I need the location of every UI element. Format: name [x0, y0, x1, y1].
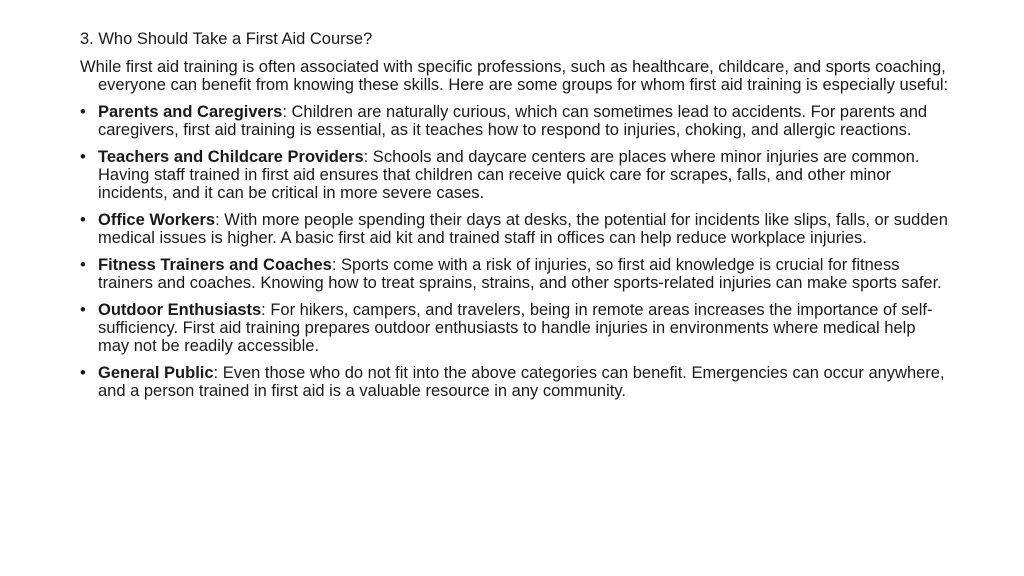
bullet-icon: •: [80, 256, 86, 274]
group-text: : Children are naturally curious, which can sometimes lead to accidents. For parents and caregivers, first aid training is essential, as it teaches how to respond to injuries, choking, and allergic reactions.: [98, 103, 928, 139]
section-heading: 3. Who Should Take a First Aid Course?: [80, 30, 373, 48]
bullet-icon: •: [80, 211, 86, 229]
list-item: [80, 301, 950, 355]
bullet-icon: •: [80, 103, 86, 121]
bullet-icon: •: [80, 364, 86, 382]
bullet-icon: •: [80, 148, 86, 166]
bullet-icon: •: [80, 301, 86, 319]
list-item: [80, 364, 950, 400]
group-title: Parents and Caregivers: [98, 103, 283, 121]
group-text: : For hikers, campers, and travelers, being in remote areas increases the importance of self-sufficiency. First aid training prepares outdoor enthusiasts to handle injuries in environments where medical help may not be readily accessible.: [98, 301, 933, 355]
group-title: General Public: [98, 364, 214, 382]
list-item: [80, 148, 950, 202]
group-title: Outdoor Enthusiasts: [98, 301, 262, 319]
slide-content: [80, 30, 950, 409]
group-title: Teachers and Childcare Providers: [98, 148, 364, 166]
group-title: Fitness Trainers and Coaches: [98, 256, 332, 274]
list-item: [80, 211, 950, 247]
group-title: Office Workers: [98, 211, 216, 229]
list-item: [80, 103, 950, 139]
group-text: : Schools and daycare centers are places where minor injuries are common. Having staff trained in first aid ensures that children can receive quick care for scrapes, falls, and other minor incidents, and it can be critical in more severe cases.: [98, 148, 920, 202]
group-text: : Even those who do not fit into the above categories can benefit. Emergencies can occur anywhere, and a person trained in first aid is a valuable resource in any community.: [98, 364, 945, 400]
intro-paragraph: While first aid training is often associated with specific professions, such as healthcare, childcare, and sports coaching, everyone can benefit from knowing these skills. Here are some groups for whom first aid training is especially useful:: [80, 58, 949, 94]
list-item: [80, 256, 950, 292]
group-text: : Sports come with a risk of injuries, so first aid knowledge is crucial for fitness trainers and coaches. Knowing how to treat sprains, strains, and other sports-related injuries can make sports safer.: [98, 256, 942, 292]
group-text: : With more people spending their days at desks, the potential for incidents like slips, falls, or sudden medical issues is higher. A basic first aid kit and trained staff in offices can help reduce workplace injuries.: [98, 211, 948, 247]
groups-list: [80, 103, 950, 400]
